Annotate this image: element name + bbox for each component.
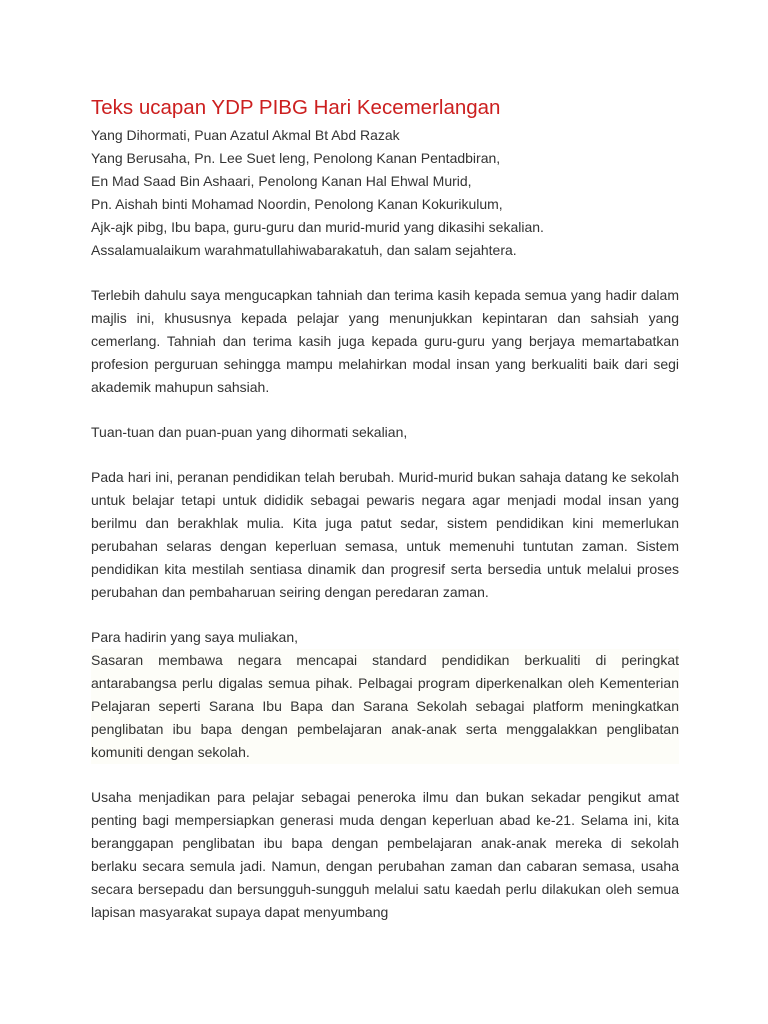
greeting-line: Pn. Aishah binti Mohamad Noordin, Penolong Kanan Kokurikulum,: [91, 196, 503, 212]
paragraph: Usaha menjadikan para pelajar sebagai peneroka ilmu dan bukan sekadar pengikut amat penting bagi mempersiapkan generasi muda dengan keperluan abad ke-21. Selama ini, kita beranggapan penglibatan ibu bapa dengan pembelajaran anak-anak mereka di sekolah berlaku secara semula jadi. Namun, dengan perubahan zaman dan cabaran semasa, usaha secara bersepadu dan bersungguh-sungguh melalui satu kaedah perlu dilakukan oleh semua lapisan masyarakat supaya dapat menyumbang: [91, 789, 679, 920]
document-page: [91, 94, 679, 924]
paragraph: Sasaran membawa negara mencapai standard pendidikan berkualiti di peringkat antarabangsa perlu digalas semua pihak. Pelbagai program diperkenalkan oleh Kementerian Pelajaran seperti Sarana Ibu Bapa dan Sarana Sekolah sebagai platform meningkatkan penglibatan ibu bapa dengan pembelajaran anak-anak serta menggalakkan penglibatan komuniti dengan sekolah.: [91, 649, 679, 764]
paragraph: Para hadirin yang saya muliakan,: [91, 629, 299, 645]
greeting-block: [91, 124, 679, 262]
greeting-line: Assalamualaikum warahmatullahiwabarakatuh, dan salam sejahtera.: [91, 242, 517, 258]
paragraph: Pada hari ini, peranan pendidikan telah berubah. Murid-murid bukan sahaja datang ke sekolah untuk belajar tetapi untuk dididik sebagai pewaris negara agar menjadi modal insan yang berilmu dan berakhlak mulia. Kita juga patut sedar, sistem pendidikan kini memerlukan perubahan selaras dengan keperluan semasa, untuk memenuhi tuntutan zaman. Sistem pendidikan kita mestilah sentiasa dinamik dan progresif serta bersedia untuk melalui proses perubahan dan pembaharuan seiring dengan peredaran zaman.: [91, 469, 679, 600]
paragraph: Terlebih dahulu saya mengucapkan tahniah dan terima kasih kepada semua yang hadir dalam majlis ini, khususnya kepada pelajar yang menunjukkan kepintaran dan sahsiah yang cemerlang. Tahniah dan terima kasih juga kepada guru-guru yang berjaya memartabatkan profesion perguruan sehingga mampu melahirkan modal insan yang berkualiti baik dari segi akademik mahupun sahsiah.: [91, 287, 679, 395]
document-title: Teks ucapan YDP PIBG Hari Kecemerlangan: [91, 96, 501, 119]
greeting-line: Ajk-ajk pibg, Ibu bapa, guru-guru dan murid-murid yang dikasihi sekalian.: [91, 219, 544, 235]
greeting-line: Yang Dihormati, Puan Azatul Akmal Bt Abd Razak: [91, 127, 400, 143]
paragraph: Tuan-tuan dan puan-puan yang dihormati sekalian,: [91, 424, 408, 440]
greeting-line: Yang Berusaha, Pn. Lee Suet leng, Penolong Kanan Pentadbiran,: [91, 150, 501, 166]
greeting-line: En Mad Saad Bin Ashaari, Penolong Kanan Hal Ehwal Murid,: [91, 173, 472, 189]
